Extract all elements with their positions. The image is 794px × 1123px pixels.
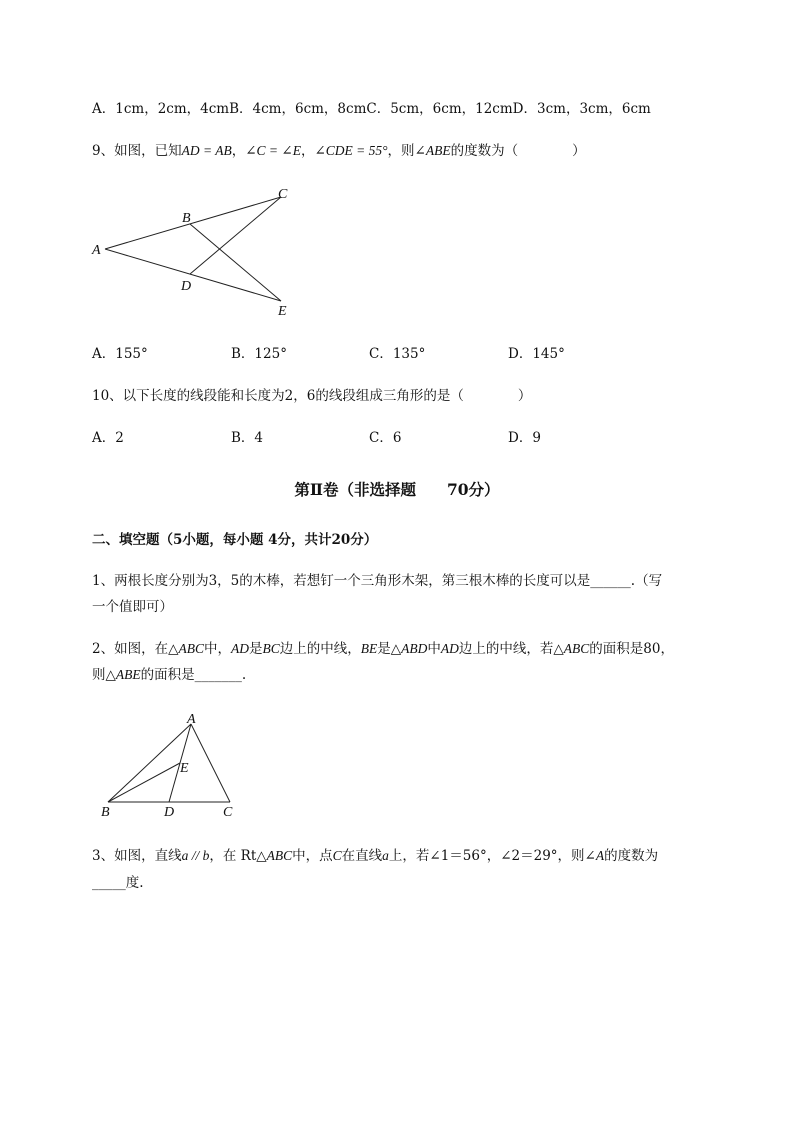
fill2-label-a: A [187, 712, 196, 727]
fill2-label-d: D [164, 805, 175, 820]
fill2-label-b: B [101, 805, 110, 820]
fill3-answer-blank[interactable]: _____ [92, 875, 126, 891]
q9-option-d: D．145° [508, 346, 565, 362]
fill2-label-e: E [180, 761, 189, 776]
q9-target: ∠ABE [414, 143, 451, 158]
q10-option-c: C．6 [369, 430, 402, 446]
fill3-line1: 3、如图，直线a // b，在 Rt△ABC中，点C在直线a上，若∠1＝56°，∠2＝29°，则∠A的度数为 [92, 848, 659, 864]
q8-option-b: B．4cm，6cm，8cm [229, 101, 367, 117]
q10-option-a: A．2 [92, 430, 124, 446]
q8-option-a: A．1cm，2cm，4cm [92, 101, 230, 117]
q9-cond1: AD = AB [181, 143, 232, 158]
fill1-line2: 一个值即可） [92, 599, 173, 615]
fill3-line2: _____度. [92, 875, 144, 891]
q10-stem: 10、以下长度的线段能和长度为2，6的线段组成三角形的是（ ） [92, 388, 532, 404]
q9-line-ae [105, 249, 281, 301]
q8-option-d: D．3cm，3cm，6cm [512, 101, 651, 117]
fill2-line-ab [108, 724, 191, 802]
part2-title: 第Ⅱ卷（非选择题 70分） [294, 480, 500, 499]
fill2-figure [96, 710, 246, 822]
q9-option-a: A．155° [92, 346, 148, 362]
q9-option-b: B．125° [231, 346, 287, 362]
q9-label-a: A [92, 243, 101, 258]
q9-label-b: B [182, 211, 191, 226]
section2-heading: 二、填空题（5小题，每小题 4分，共计20分） [92, 532, 378, 548]
fill2-label-c: C [223, 805, 233, 820]
fill2-answer-blank[interactable]: _______ [194, 667, 242, 683]
q8-option-c: C．5cm，6cm，12cm [366, 101, 513, 117]
fill2-line-ac [191, 724, 230, 802]
fill2-line1: 2、如图，在△ABC中，AD是BC边上的中线，BE是△ABD中AD边上的中线，若△ABC的面积是80， [92, 641, 674, 657]
q9-option-c: C．135° [369, 346, 426, 362]
q9-line-ac [105, 197, 281, 249]
q9-cond2: ∠C = ∠E [245, 143, 301, 158]
q9-cond3: ∠CDE = 55° [314, 143, 388, 158]
q8-options [92, 99, 651, 119]
fill2-line2: 则△ABE的面积是_______. [92, 667, 247, 683]
q9-label-d: D [181, 279, 192, 294]
fill1-answer-blank[interactable]: ______ [590, 573, 631, 589]
q9-label-c: C [278, 187, 288, 202]
q10-option-d: D．9 [508, 430, 541, 446]
q9-figure [88, 182, 308, 324]
q9-stem: 9、如图，已知AD = AB，∠C = ∠E，∠CDE = 55°，则∠ABE的度数为（ ） [92, 143, 586, 159]
q10-option-b: B．4 [231, 430, 264, 446]
fill1-line1: 1、两根长度分别为3，5的木棒，若想钉一个三角形木架，第三根木棒的长度可以是______.（写 [92, 573, 663, 589]
q9-label-e: E [278, 304, 287, 319]
